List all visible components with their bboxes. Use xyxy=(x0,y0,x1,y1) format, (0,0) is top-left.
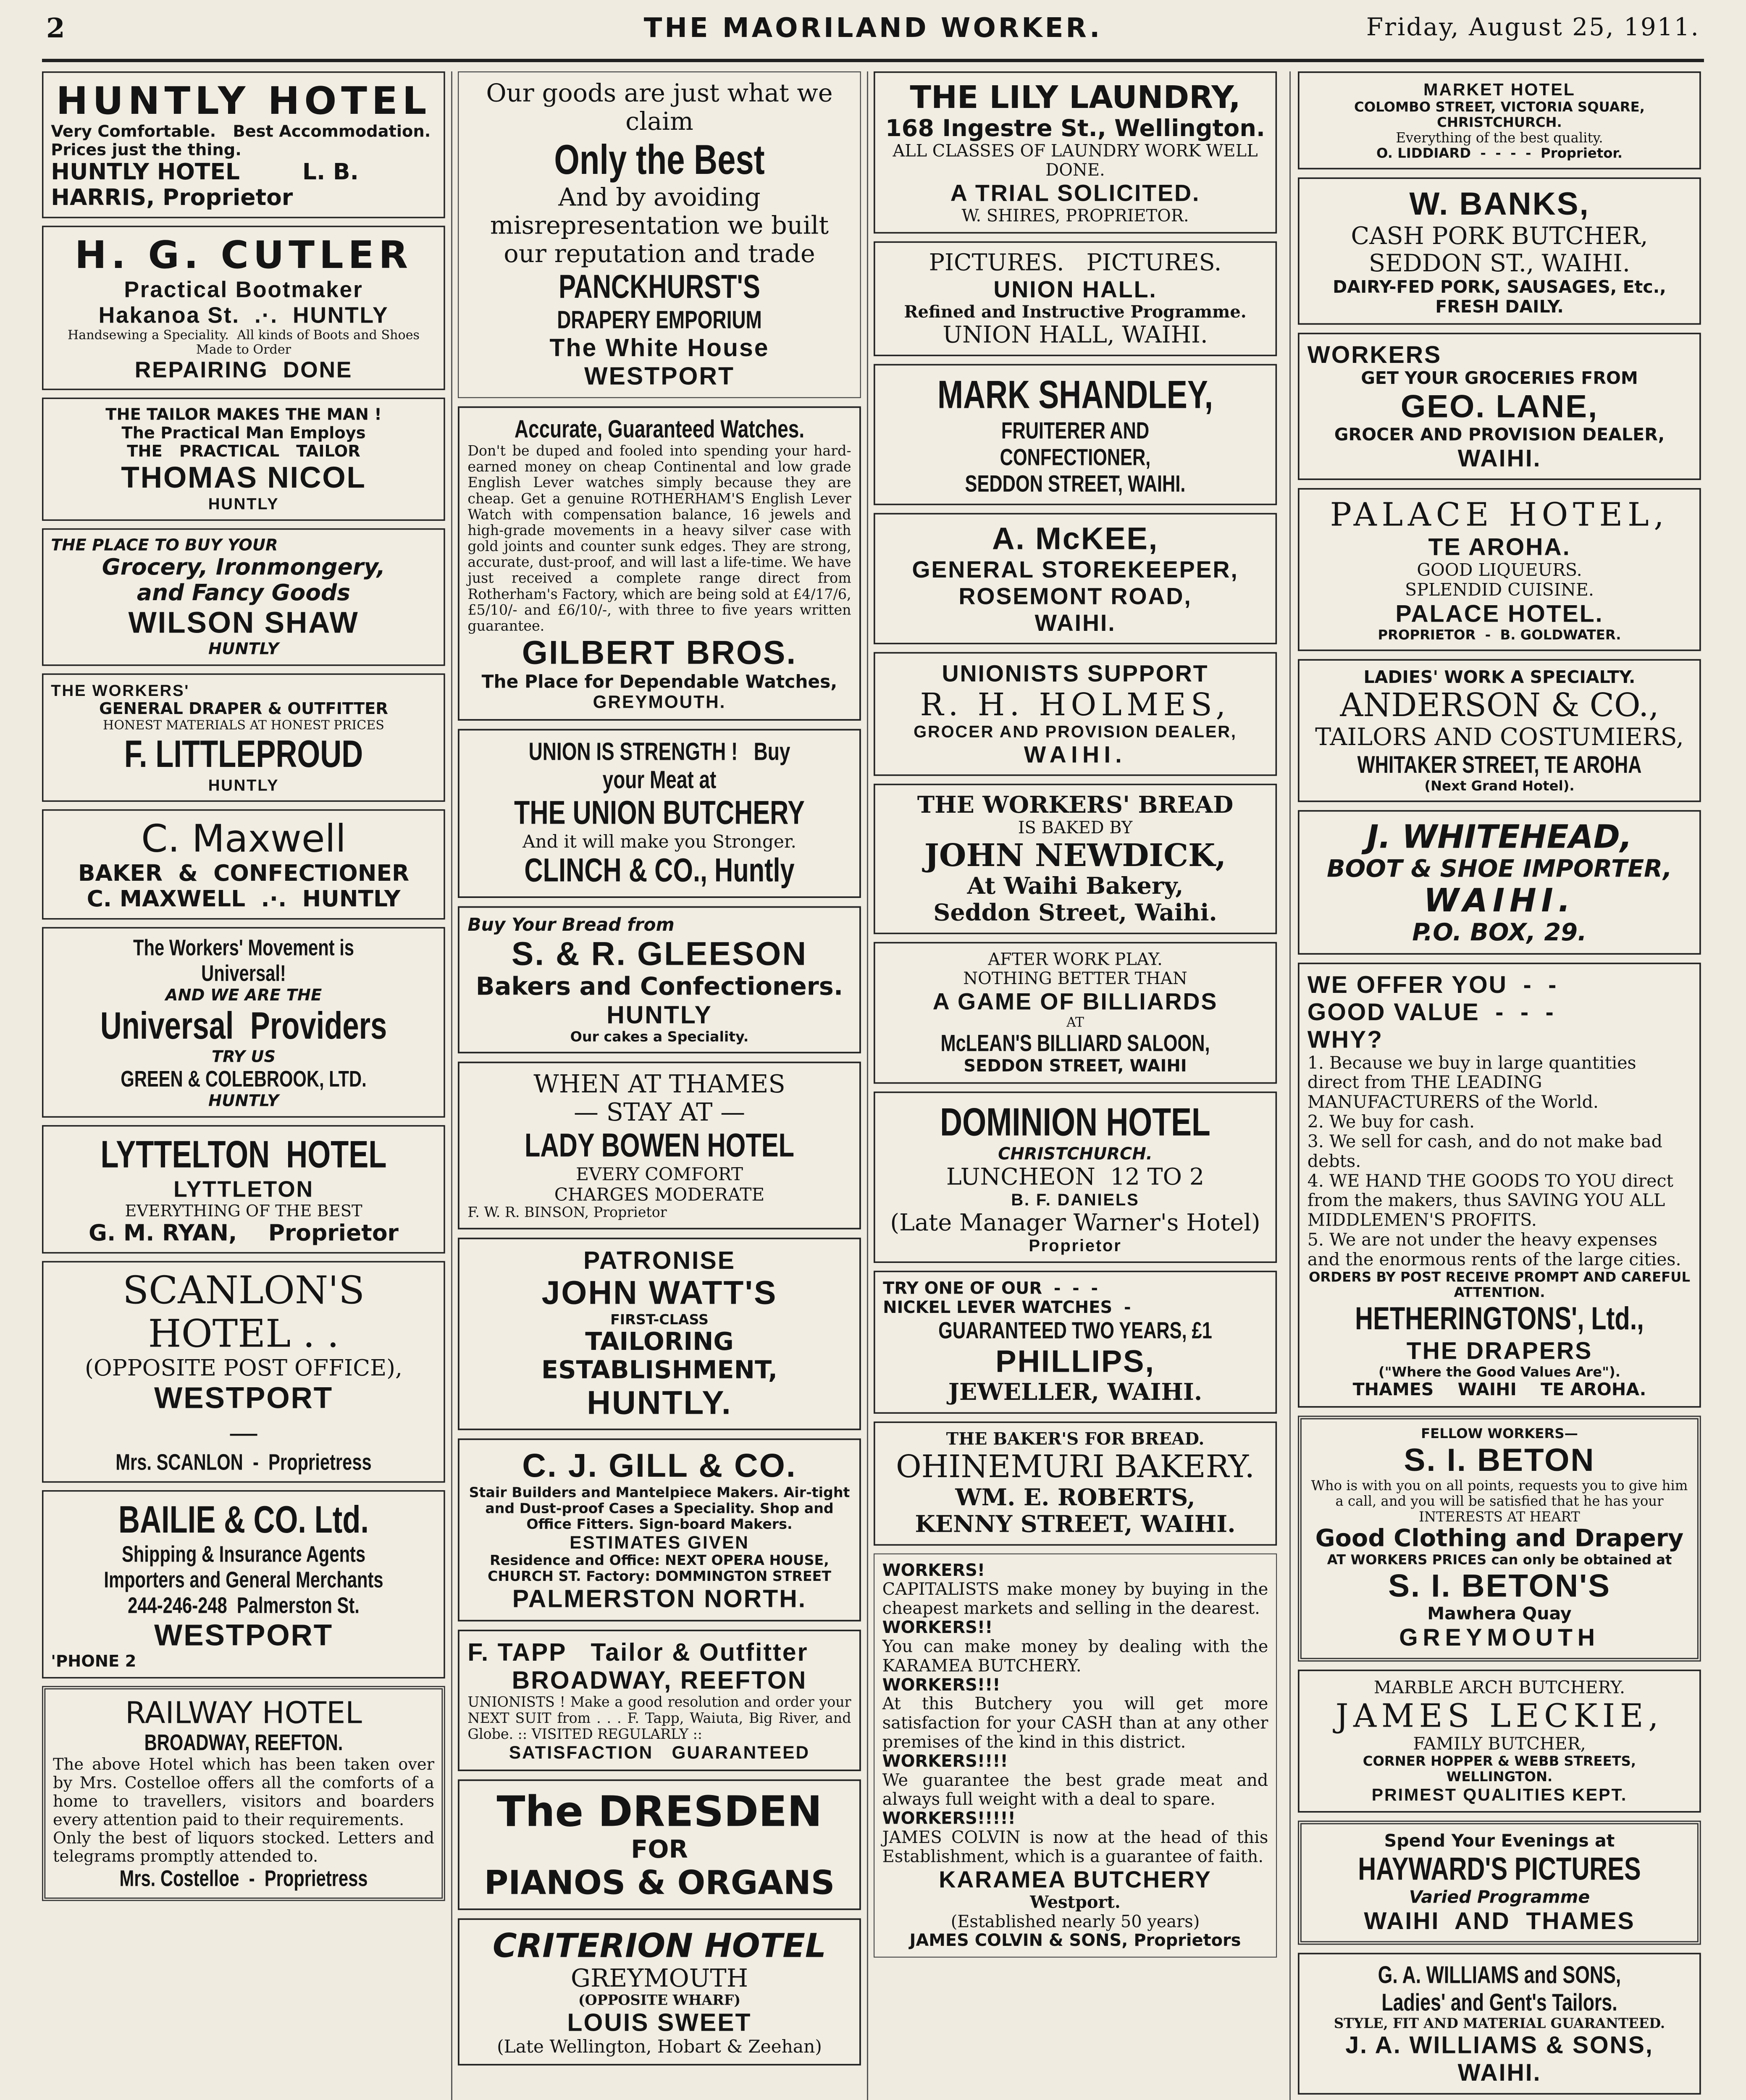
ad-text-line: HAYWARD'S PICTURES xyxy=(1358,1851,1641,1887)
ad-text-line: UNION HALL. xyxy=(993,276,1157,302)
ad-text-line: Very Comfortable. Best Accommodation. Prices just the thing. xyxy=(51,122,448,160)
advertisement xyxy=(42,71,448,218)
ad-text-line: You can make money by dealing with the KARAMEA BUTCHERY. xyxy=(882,1637,1274,1676)
ad-text-line: GOOD VALUE - - - xyxy=(1307,998,1555,1026)
ad-text-line: C. J. GILL & CO. xyxy=(522,1447,797,1484)
ad-text-line: Our cakes a Speciality. xyxy=(570,1029,749,1045)
advertisement xyxy=(1298,963,1701,1408)
ad-text-line: McLEAN'S BILLIARD SALOON, xyxy=(940,1030,1210,1056)
ad-text-line: WESTPORT xyxy=(154,1381,333,1415)
advertisement xyxy=(42,1490,445,1678)
ad-text-line: HUNTLY xyxy=(607,1000,712,1029)
ad-text-line: BAKER & CONFECTIONER xyxy=(78,860,410,886)
ad-text-line: The White House xyxy=(549,333,769,362)
advertisement xyxy=(1298,1670,1701,1813)
ad-text-line: REPAIRING DONE xyxy=(134,357,353,382)
ad-text-line: JEWELLER, WAIHI. xyxy=(948,1378,1203,1406)
advertisement xyxy=(42,809,445,919)
advertisement xyxy=(42,927,445,1118)
ad-text-line: THE LILY LAUNDRY, xyxy=(910,79,1241,116)
ad-text-line: LOUIS SWEET xyxy=(567,2008,752,2037)
ad-text-line: Handsewing a Speciality. All kinds of Boots and Shoes Made to Order xyxy=(67,328,424,357)
ad-text-line: J. A. WILLIAMS & SONS, xyxy=(1345,2031,1654,2059)
ad-text-line: HUNTLY xyxy=(208,494,279,513)
ad-text-line: 5. We are not under the heavy expenses and the enormous rents of the large cities. xyxy=(1307,1230,1681,1270)
ad-text-line: P.O. BOX, 29. xyxy=(1412,919,1587,947)
ad-text-line: Importers and General Merchants xyxy=(104,1567,383,1593)
ad-text-line: THE PLACE TO BUY YOUR xyxy=(51,536,278,555)
ad-text-line: Refined and Instructive Programme. xyxy=(904,302,1247,322)
advertisement xyxy=(458,1779,861,1910)
ad-text-line: HUNTLY xyxy=(208,1091,279,1110)
ad-text-line: LADIES' WORK A SPECIALTY. xyxy=(1363,667,1636,687)
ad-text-line: OHINEMURI BAKERY. xyxy=(895,1448,1255,1485)
ad-text-line: BROADWAY, REEFTON. xyxy=(144,1730,343,1755)
ad-text-line: EVERY COMFORT xyxy=(576,1164,743,1185)
issue-date: Friday, August 25, 1911. xyxy=(1366,13,1700,41)
ad-text-line: (Late Manager Warner's Hotel) xyxy=(890,1209,1260,1236)
ad-text-line: WAIHI. xyxy=(1034,609,1116,636)
ad-text-line: THE TAILOR MAKES THE MAN ! xyxy=(105,405,382,424)
newspaper-title: THE MAORILAND WORKER. xyxy=(643,13,1103,44)
ad-text-line: Universal Providers xyxy=(100,1004,387,1047)
ad-text-line: The DRESDEN xyxy=(496,1787,822,1836)
ad-text-line: At Waihi Bakery, xyxy=(967,872,1184,900)
advertisement xyxy=(874,241,1277,356)
ad-text-line: FRUITERER AND CONFECTIONER, xyxy=(1000,417,1155,470)
ad-text-line: JOHN WATT'S xyxy=(541,1274,777,1312)
advertisement xyxy=(458,1918,861,2066)
ad-text-line: SATISFACTION GUARANTEED xyxy=(509,1742,810,1762)
ad-text-line: HONEST MATERIALS AT HONEST PRICES xyxy=(103,717,384,732)
ad-text-line: JAMES LECKIE, xyxy=(1335,1697,1664,1735)
ad-text-line: HUNTLY xyxy=(208,776,279,794)
ad-text-line: NICKEL LEVER WATCHES - xyxy=(883,1297,1131,1318)
advertisement xyxy=(1298,659,1701,802)
ad-text-line: Hakanoa St. .·. HUNTLY xyxy=(98,302,389,328)
ad-text-line: COLOMBO STREET, VICTORIA SQUARE, CHRISTCHURCH. xyxy=(1354,99,1650,131)
ad-text-line: GET YOUR GROCERIES FROM xyxy=(1361,368,1638,388)
ad-text-line: KENNY STREET, WAIHI. xyxy=(915,1510,1236,1538)
ad-text-line: ("Where the Good Values Are"). xyxy=(1378,1364,1620,1380)
advertisement xyxy=(458,1237,861,1430)
ad-text-line: HOTEL . . xyxy=(148,1312,339,1356)
ad-text-line: GROCER AND PROVISION DEALER, xyxy=(1334,424,1665,445)
ad-text-line: (Late Wellington, Hobart & Zeehan) xyxy=(497,2036,822,2057)
ad-text-line: ALL CLASSES OF LAUNDRY WORK WELL DONE. xyxy=(893,141,1263,180)
advertisement xyxy=(1298,810,1701,955)
ad-text-line: AND WE ARE THE xyxy=(165,985,322,1005)
ad-text-line: WAIHI. xyxy=(1024,741,1127,768)
ad-text-line: And it will make you Stronger. xyxy=(522,831,796,852)
ad-text-line: Everything of the best quality. xyxy=(1396,130,1603,146)
advertisement xyxy=(874,1092,1277,1263)
ad-text-line: CASH PORK BUTCHER, xyxy=(1351,222,1648,250)
ad-text-line: THE PRACTICAL TAILOR xyxy=(127,442,360,461)
ad-text-line: Mawhera Quay xyxy=(1427,1604,1572,1624)
ad-text-line: THE WORKERS' BREAD xyxy=(917,791,1234,819)
ad-text-line: THE UNION BUTCHERY xyxy=(514,794,805,831)
advertisement xyxy=(1298,1416,1701,1662)
ad-text-line: JAMES COLVIN is now at the head of this Establishment, which is a guarantee of faith. xyxy=(882,1827,1274,1866)
ad-text-line: GREYMOUTH. xyxy=(593,692,726,712)
ad-text-line: HUNTLY HOTEL xyxy=(56,79,431,123)
ad-text-line: Stair Builders and Mantelpiece Makers. Air-tight and Dust-proof Cases a Speciality. Shop and Office Fitters. Sign-board Makers. xyxy=(469,1484,855,1533)
page-header xyxy=(0,0,1746,63)
ad-text-line: We guarantee the best grade meat and always full weight with a deal to spare. xyxy=(882,1770,1274,1809)
ad-text-line: UNION HALL, WAIHI. xyxy=(943,321,1208,349)
ad-text-line: PANCKHURST'S xyxy=(559,268,760,305)
ad-text-line: THOMAS NICOL xyxy=(121,461,366,494)
ad-text-line: WELLINGTON. xyxy=(1446,1769,1553,1785)
ad-text-line: TE AROHA. xyxy=(1428,533,1571,560)
ad-text-line: GILBERT BROS. xyxy=(522,634,797,672)
ad-text-line: IS BAKED BY xyxy=(1018,818,1133,838)
ad-text-line: WM. E. ROBERTS, xyxy=(955,1483,1195,1511)
ad-text-line: Who is with you on all points, requests you to give him a call, and you will be satisfied that he has your INTERESTS AT HEART xyxy=(1311,1478,1692,1525)
ad-text-line: Good Clothing and Drapery xyxy=(1315,1524,1684,1552)
ad-text-line: HUNTLY. xyxy=(587,1384,732,1421)
ad-text-line: WE OFFER YOU - - xyxy=(1307,971,1558,998)
ad-text-line: PROPRIETOR - B. GOLDWATER. xyxy=(1378,627,1621,643)
ad-text-line: The above Hotel which has been taken over by Mrs. Costelloe offers all the comforts of a home to travellers, visitors and boarders every attention paid to their requirements. xyxy=(53,1755,440,1829)
ad-text-line: (OPPOSITE WHARF) xyxy=(578,1992,741,2008)
ad-text-line: O. LIDDIARD - - - - Proprietor. xyxy=(1376,145,1623,161)
ad-text-line: HETHERINGTONS', Ltd., xyxy=(1355,1300,1644,1337)
ad-text-line: SCANLON'S xyxy=(122,1268,365,1313)
ad-text-line: Accurate, Guaranteed Watches. xyxy=(514,415,805,443)
ad-text-line: GENERAL DRAPER & OUTFITTER xyxy=(99,699,388,718)
ad-text-line: LYTTELTON HOTEL xyxy=(100,1133,387,1176)
ad-text-line: RAILWAY HOTEL xyxy=(125,1695,362,1730)
ad-text-line: and Fancy Goods xyxy=(137,580,351,606)
ad-text-line: G. M. RYAN, Proprietor xyxy=(89,1220,399,1246)
ad-text-line: FIRST-CLASS xyxy=(610,1311,709,1328)
advertisement xyxy=(42,1686,445,1901)
advertisement xyxy=(458,1438,861,1621)
ad-text-line: W. BANKS, xyxy=(1409,186,1590,222)
ad-text-line: A. McKEE, xyxy=(992,521,1159,556)
ad-text-line: S. I. BETON'S xyxy=(1388,1567,1611,1604)
advertisement xyxy=(1298,333,1701,480)
ad-text-line: (OPPOSITE POST OFFICE), xyxy=(85,1355,402,1381)
ad-text-line: LYTTLETON xyxy=(173,1176,314,1202)
ad-text-line: THE WORKERS' xyxy=(51,681,190,700)
ad-text-line: SPLENDID CUISINE. xyxy=(1405,580,1594,600)
ad-text-line: PRIMEST QUALITIES KEPT. xyxy=(1371,1785,1628,1804)
advertisement xyxy=(874,1271,1277,1414)
advertisement xyxy=(1298,71,1701,170)
ad-text-line: PHILLIPS, xyxy=(995,1344,1155,1379)
page-number: 2 xyxy=(46,13,65,44)
ad-text-line: BOOT & SHOE IMPORTER, xyxy=(1327,854,1672,882)
ad-text-line: GREYMOUTH xyxy=(570,1964,748,1993)
advertisement xyxy=(458,71,861,398)
ad-text-line: Proprietor xyxy=(1029,1236,1122,1255)
ad-text-line: Our goods are just what we claim xyxy=(486,79,841,136)
ad-text-line: PATRONISE xyxy=(583,1246,736,1274)
ad-text-line: F. TAPP Tailor & Outfitter xyxy=(467,1638,809,1666)
ad-text-line: HUNTLY HOTEL L. B. HARRIS, Proprietor xyxy=(51,159,367,211)
ad-text-line: WORKERS!!!!! xyxy=(882,1809,1016,1828)
ad-text-line: R. H. HOLMES, xyxy=(920,686,1231,723)
ad-text-line: SEDDON ST., WAIHI. xyxy=(1368,249,1630,278)
ad-text-line: Shipping & Insurance Agents xyxy=(121,1541,366,1567)
ad-text-line: FAMILY BUTCHER, xyxy=(1413,1734,1586,1754)
advertisement xyxy=(42,1261,445,1483)
ad-text-line: WAIHI AND THAMES xyxy=(1364,1907,1635,1935)
ad-text-line: 168 Ingestre St., Wellington. xyxy=(885,114,1265,142)
advertisement xyxy=(874,1422,1277,1546)
ad-text-line: DOMINION HOTEL xyxy=(940,1100,1210,1144)
ad-text-line: TAILORING ESTABLISHMENT, xyxy=(541,1327,778,1384)
ad-text-line: CAPITALISTS make money by buying in the cheapest markets and selling in the dearest. xyxy=(882,1579,1274,1618)
ad-text-line: DRAPERY EMPORIUM xyxy=(557,305,762,334)
ad-text-line: CORNER HOPPER & WEBB STREETS, xyxy=(1363,1753,1636,1769)
ad-text-line: WHY? xyxy=(1307,1026,1383,1053)
ad-text-line: And by avoiding misrepresentation we built our reputation and trade xyxy=(490,183,837,268)
ad-text-line: J. WHITEHEAD, xyxy=(1367,818,1632,856)
ad-text-line: — STAY AT — xyxy=(573,1098,746,1127)
ad-text-line: WORKERS!! xyxy=(882,1617,993,1638)
ad-column-3 xyxy=(874,71,1277,1966)
ad-text-line: ROSEMONT ROAD, xyxy=(958,583,1192,609)
ad-text-line: PALMERSTON NORTH. xyxy=(512,1584,807,1613)
header-rule xyxy=(42,59,1704,62)
ad-text-line: S. I. BETON xyxy=(1404,1442,1595,1478)
column-separator xyxy=(867,71,868,2100)
ad-text-line: AT WORKERS PRICES can only be obtained at xyxy=(1327,1551,1672,1568)
ad-text-line: The Workers' Movement is Universal! xyxy=(133,934,359,986)
ad-text-line: FOR xyxy=(631,1835,688,1864)
ad-text-line: WORKERS!!!! xyxy=(882,1751,1008,1771)
ad-text-line: SEDDON STREET, WAIHI. xyxy=(965,470,1186,497)
ad-text-line: Only the Best xyxy=(554,136,765,183)
ad-text-line: STYLE, FIT AND MATERIAL GUARANTEED. xyxy=(1334,2016,1665,2032)
advertisement xyxy=(458,906,861,1054)
advertisement xyxy=(458,1062,861,1229)
ad-text-line: UNIONISTS SUPPORT xyxy=(942,660,1209,687)
ad-text-line: BAILIE & CO. Ltd. xyxy=(118,1498,369,1541)
ad-text-line: A GAME OF BILLIARDS xyxy=(932,988,1218,1015)
ad-column-1 xyxy=(42,71,448,1908)
ad-text-line: UNIONISTS ! Make a good resolution and order your NEXT SUIT from . . . F. Tapp, Waiuta, Big River, and Globe. :: VISITED REGULARLY :: xyxy=(467,1694,856,1743)
ad-text-line: JAMES COLVIN & SONS, Proprietors xyxy=(909,1931,1241,1950)
ad-text-line: Grocery, Ironmongery, xyxy=(102,554,386,580)
advertisement xyxy=(1298,178,1701,325)
ad-text-line: BROADWAY, REEFTON xyxy=(512,1666,807,1694)
ad-text-line: — xyxy=(228,1415,259,1450)
ad-text-line: AFTER WORK PLAY. xyxy=(988,950,1163,969)
advertisement xyxy=(874,942,1277,1084)
ad-text-line: A TRIAL SOLICITED. xyxy=(950,179,1200,206)
ad-text-line: WORKERS xyxy=(1307,341,1442,368)
ad-text-line: Mrs. Costelloe - Proprietress xyxy=(119,1866,368,1891)
advertisement xyxy=(42,674,445,802)
ad-text-line: WORKERS!!! xyxy=(882,1675,1000,1695)
ad-text-line: (Established nearly 50 years) xyxy=(950,1911,1200,1931)
advertisement xyxy=(42,528,445,666)
ad-text-line: Don't be duped and fooled into spending your hard-earned money on cheap Continental and low grade English Lever watches simply because they are cheap. Get a genuine ROTHERHAM'S English Lever Watch with compensation balance, 16 jewels and high-grade movements in a heavy silver case with gold joints and counter sunk edges. They are strong, accurate, dust-proof, and will last a life-time. We have just received a complete range direct from Rotherham's Factory, which are being sold at £4/17/6, £5/10/- and £6/10/-, with three to five years written guarantee. xyxy=(467,443,856,634)
ad-text-line: WAIHI. xyxy=(1457,444,1541,472)
ad-text-line: B. F. DANIELS xyxy=(1011,1190,1139,1209)
advertisement xyxy=(874,652,1277,776)
ad-text-line: Westport. xyxy=(1030,1892,1121,1912)
advertisement xyxy=(458,407,861,721)
advertisement xyxy=(42,398,445,521)
ad-text-line: GENERAL STOREKEEPER, xyxy=(912,556,1239,583)
ad-text-line: C. MAXWELL .·. HUNTLY xyxy=(87,886,401,912)
ad-text-line: H. G. CUTLER xyxy=(74,233,413,278)
ad-text-line: GEO. LANE, xyxy=(1400,388,1599,425)
advertisement xyxy=(458,729,861,898)
ad-text-line: TRY US xyxy=(211,1047,276,1066)
ad-text-line: THE DRAPERS xyxy=(1406,1337,1593,1364)
ad-text-line: WHITAKER STREET, TE AROHA xyxy=(1357,751,1642,778)
ad-text-line: WAIHI. xyxy=(1423,882,1575,919)
ad-text-line: CLINCH & CO., Huntly xyxy=(524,852,795,889)
ad-text-line: GREEN & COLEBROOK, LTD. xyxy=(121,1066,367,1092)
ad-text-line: GOOD LIQUEURS. xyxy=(1417,560,1582,580)
ad-text-line: WESTPORT xyxy=(584,362,735,390)
ad-text-line: The Practical Man Employs xyxy=(121,423,366,443)
ad-text-line: At this Butchery you will get more satisfaction for your CASH than at any other premises of the kind in this district. xyxy=(882,1694,1274,1752)
ad-text-line: EVERYTHING OF THE BEST xyxy=(125,1202,362,1221)
advertisement xyxy=(874,513,1277,644)
ad-text-line: CRITERION HOTEL xyxy=(493,1926,826,1965)
ad-text-line: CHRISTCHURCH. xyxy=(998,1144,1153,1164)
advertisement xyxy=(458,1630,861,1771)
ad-text-line: 'PHONE 2 xyxy=(51,1652,137,1671)
ad-text-line: W. SHIRES, PROPRIETOR. xyxy=(961,206,1189,226)
ad-text-line: UNION IS STRENGTH ! Buy your Meat at xyxy=(528,738,796,794)
advertisement xyxy=(42,226,445,390)
ad-text-line: MARK SHANDLEY, xyxy=(937,372,1213,417)
ad-text-line: MARKET HOTEL xyxy=(1423,79,1575,100)
advertisement xyxy=(874,784,1277,934)
ad-text-line: THAMES WAIHI TE AROHA. xyxy=(1352,1379,1646,1400)
ad-text-line: JOHN NEWDICK, xyxy=(924,836,1226,874)
ad-text-line: GREYMOUTH xyxy=(1399,1623,1600,1651)
ad-text-line: Seddon Street, Waihi. xyxy=(933,899,1217,927)
advertisement xyxy=(1298,1953,1701,2095)
ad-text-line: THE BAKER'S FOR BREAD. xyxy=(946,1429,1205,1449)
ad-text-line: 4. WE HAND THE GOODS TO YOU direct from the makers, thus SAVING YOU ALL MIDDLEMEN'S PROFITS. xyxy=(1307,1171,1679,1231)
advertisement xyxy=(1298,488,1701,651)
ad-text-line: LUNCHEON 12 TO 2 xyxy=(946,1163,1205,1190)
ad-text-line: CHARGES MODERATE xyxy=(554,1184,765,1205)
column-separator xyxy=(1289,71,1291,2100)
advertisement xyxy=(42,1125,445,1254)
ad-text-line: 2. We buy for cash. xyxy=(1307,1112,1475,1132)
ad-text-line: Residence and Office: NEXT OPERA HOUSE, CHURCH ST. Factory: DOMMINGTON STREET xyxy=(487,1552,834,1585)
ad-text-line: S. & R. GLEESON xyxy=(511,935,808,972)
ad-text-line: F. LITTLEPROUD xyxy=(124,732,363,775)
ad-text-line: (Next Grand Hotel). xyxy=(1424,778,1575,794)
ad-text-line: GROCER AND PROVISION DEALER, xyxy=(914,722,1237,741)
ad-text-line: AT xyxy=(1066,1014,1084,1030)
ad-column-4 xyxy=(1298,71,1701,2100)
ad-text-line: PICTURES. PICTURES. xyxy=(929,249,1222,276)
ad-text-line: Only the best of liquors stocked. Letters and telegrams promptly attended to. xyxy=(53,1828,440,1866)
advertisement xyxy=(874,71,1277,234)
ad-text-line: 3. We sell for cash, and do not make bad debts. xyxy=(1307,1131,1668,1171)
ad-text-line: KARAMEA BUTCHERY xyxy=(939,1866,1212,1893)
ad-text-line: TRY ONE OF OUR - - - xyxy=(883,1278,1098,1298)
ad-text-line: WHEN AT THAMES xyxy=(533,1070,785,1099)
ad-text-line: Spend Your Evenings at xyxy=(1384,1831,1615,1851)
ad-text-line: Practical Bootmaker xyxy=(124,277,363,302)
ad-text-line: TAILORS AND COSTUMIERS, xyxy=(1315,723,1684,751)
ad-text-line: ESTIMATES GIVEN xyxy=(570,1532,749,1553)
ad-text-line: The Place for Dependable Watches, xyxy=(481,671,838,692)
ad-text-line: ANDERSON & CO., xyxy=(1340,686,1659,724)
ad-text-line: 244-246-248 Palmerston St. xyxy=(128,1592,360,1618)
advertisement xyxy=(874,364,1277,505)
ad-text-line: FELLOW WORKERS— xyxy=(1421,1426,1578,1442)
ad-text-line: WAIHI. xyxy=(1457,2059,1541,2086)
ad-text-line: G. A. WILLIAMS and SONS, xyxy=(1378,1961,1621,1989)
ad-text-line: HUNTLY xyxy=(208,639,279,659)
ad-text-line: F. W. R. BINSON, Proprietor xyxy=(467,1204,667,1221)
advertisement xyxy=(874,1553,1277,1958)
ad-text-line: Varied Programme xyxy=(1409,1887,1590,1907)
ad-text-line: C. Maxwell xyxy=(141,816,346,861)
ad-text-line: Bakers and Confectioners. xyxy=(475,972,843,1001)
ad-text-line: GUARANTEED TWO YEARS, £1 xyxy=(938,1317,1212,1344)
ad-text-line: WILSON SHAW xyxy=(128,606,359,640)
ad-text-line: WORKERS! xyxy=(882,1560,985,1580)
ad-text-line: NOTHING BETTER THAN xyxy=(963,969,1187,989)
column-separator xyxy=(451,71,452,2100)
ad-text-line: MARBLE ARCH BUTCHERY. xyxy=(1373,1677,1625,1698)
ad-text-line: PALACE HOTEL, xyxy=(1330,496,1669,534)
ad-text-line: DAIRY-FED PORK, SAUSAGES, Etc., FRESH DAILY. xyxy=(1333,277,1672,317)
ad-text-line: 1. Because we buy in large quantities direct from THE LEADING MANUFACTURERS of the World. xyxy=(1307,1053,1642,1113)
advertisement xyxy=(1298,1821,1701,1945)
ad-text-line: PIANOS & ORGANS xyxy=(484,1863,835,1902)
ad-text-line: PALACE HOTEL. xyxy=(1395,600,1604,627)
ad-text-line: WESTPORT xyxy=(154,1618,333,1652)
ad-text-line: Ladies' and Gent's Tailors. xyxy=(1381,1988,1617,2016)
ad-text-line: ORDERS BY POST RECEIVE PROMPT AND CAREFUL ATTENTION. xyxy=(1308,1269,1695,1301)
ad-text-line: Mrs. SCANLON - Proprietress xyxy=(116,1449,372,1475)
ad-column-2 xyxy=(458,71,861,2074)
ad-text-line: Buy Your Bread from xyxy=(467,914,675,935)
ad-text-line: LADY BOWEN HOTEL xyxy=(524,1127,795,1164)
ad-text-line: SEDDON STREET, WAIHI xyxy=(964,1056,1187,1076)
